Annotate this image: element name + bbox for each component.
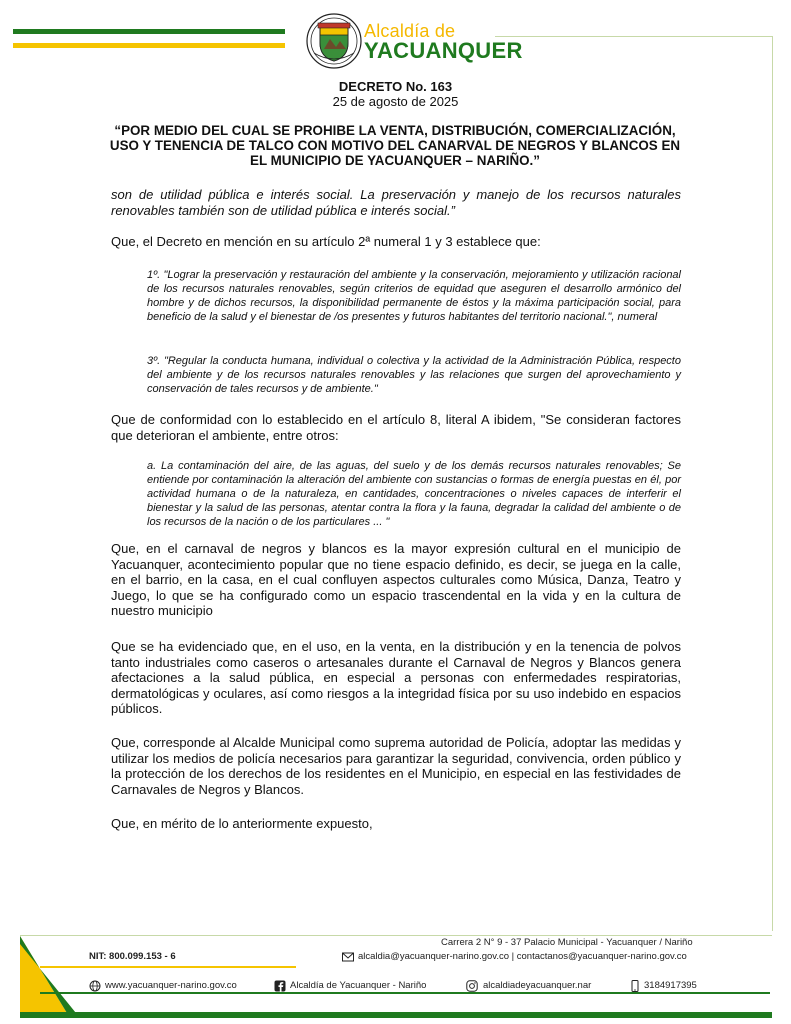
mail-icon (342, 951, 354, 963)
paragraph-health: Que se ha evidenciado que, en el uso, en la venta, en la distribución y en la tenencia de polvos tanto industriales como caseros o artesanales durante el Carnaval de Negros y Blancos genera afectaciones a la salud pública, en especial a personas con enfermedades respiratorias, dermatológicas y oculares, así como riesgos a la integridad física por su uso indebido en espacios públicos. (111, 639, 681, 716)
quote-numeral-1: 1º. "Lograr la preservación y restauración del ambiente y la conservación, mejoramiento y utilización racional de los recursos naturales renovables, según criterios de equidad que aseguren el desarrollo armónico del hombre y de dichos recursos, la disponibilidad permanente de éstos y la máxima participación social, para beneficio de la salud y el bienestar de /os presentes y futuros habitantes del territorio nacional.", numeral (147, 269, 681, 323)
facebook-icon (274, 980, 286, 992)
quote-numeral-3: 3º. "Regular la conducta humana, individual o colectiva y la actividad de la Administración Pública, respecto del ambiente y de los recursos naturales renovables y las relaciones que surgen del aprovechamiento y conservación de tales recursos y de ambiente." (147, 355, 681, 395)
globe-icon (89, 980, 101, 992)
header-stripe-green (13, 29, 285, 34)
footer-address: Carrera 2 N° 9 - 37 Palacio Municipal - Yacuanquer / Nariño (441, 937, 693, 948)
paragraph-carnival: Que, en el carnaval de negros y blancos es la mayor expresión cultural en el municipio de Yacuanquer, acontecimiento popular que no tiene espacio definido, es decir, se juega en la calle, en el barrio, en la casa, en el cual confluyen aspectos culturales como Música, Danza, Teatro y Juego, lo que se ha configurado como un espacio trascendental en la vida y en la cultura de nuestro municipio (111, 541, 681, 618)
instagram-icon (466, 980, 478, 992)
footer-nit: NIT: 800.099.153 - 6 (89, 951, 176, 962)
municipal-seal-logo (306, 13, 362, 69)
decree-subject: “POR MEDIO DEL CUAL SE PROHIBE LA VENTA, DISTRIBUCIÓN, COMERCIALIZACIÓN, USO Y TENENCIA DE TALCO CON MOTIVO DEL CANARVAL DE NEGROS Y BLANCOS EN EL MUNICIPIO DE YACUANQUER – NARIÑO.” (109, 123, 681, 168)
decree-number: DECRETO No. 163 (338, 79, 453, 94)
phone-icon (629, 980, 641, 992)
page-frame-line (772, 36, 773, 931)
header-frame-line (495, 36, 773, 37)
paragraph-article-8: Que de conformidad con lo establecido en el artículo 8, literal A ibidem, "Se consideran factores que deterioran el ambiente, entre otros: (111, 412, 681, 443)
decree-date: 25 de agosto de 2025 (332, 94, 459, 109)
header-stripe-yellow (13, 43, 285, 48)
footer-emails[interactable]: alcaldia@yacuanquer-narino.gov.co | contactanos@yacuanquer-narino.gov.co (358, 951, 687, 962)
paragraph-authority: Que, corresponde al Alcalde Municipal como suprema autoridad de Policía, adoptar las medidas y utilizar los medios de policía necesarios para garantizar la seguridad, convivencia, orden público y la protección de los derechos de los residentes en el Municipio, en especial en las festividades de Carnavales de Negros y Blancos. (111, 735, 681, 797)
brand-name-bottom: YACUANQUER (364, 38, 523, 63)
quote-literal-a: a. La contaminación del aire, de las aguas, del suelo y de los demás recursos naturales renovables; Se entiende por contaminación la alteración del ambiente con sustancias o formas de energía puestas en él, por actividad humana o de la naturaleza, en cantidades, concentraciones o niveles capaces de interferir el bienestar y la salud de las personas, atentar contra la flora y la fauna, degradar la calidad del ambiente o de los recursos de la nación o de los particulares ... " (147, 460, 681, 528)
paragraph-closing: Que, en mérito de lo anteriormente expuesto, (111, 816, 373, 831)
footer-phone[interactable]: 3184917395 (644, 980, 697, 991)
footer-facebook[interactable]: Alcaldía de Yacuanquer - Nariño (290, 980, 427, 991)
paragraph-article-2: Que, el Decreto en mención en su artículo 2ª numeral 1 y 3 establece que: (111, 234, 541, 249)
paragraph-continuation: son de utilidad pública e interés social. La preservación y manejo de los recursos naturales renovables también son de utilidad pública e interés social.” (111, 187, 681, 218)
footer-website[interactable]: www.yacuanquer-narino.gov.co (105, 980, 237, 991)
footer-instagram[interactable]: alcaldiadeyacuanquer.nar (483, 980, 592, 991)
brand-name-top: Alcaldía de (364, 21, 456, 41)
